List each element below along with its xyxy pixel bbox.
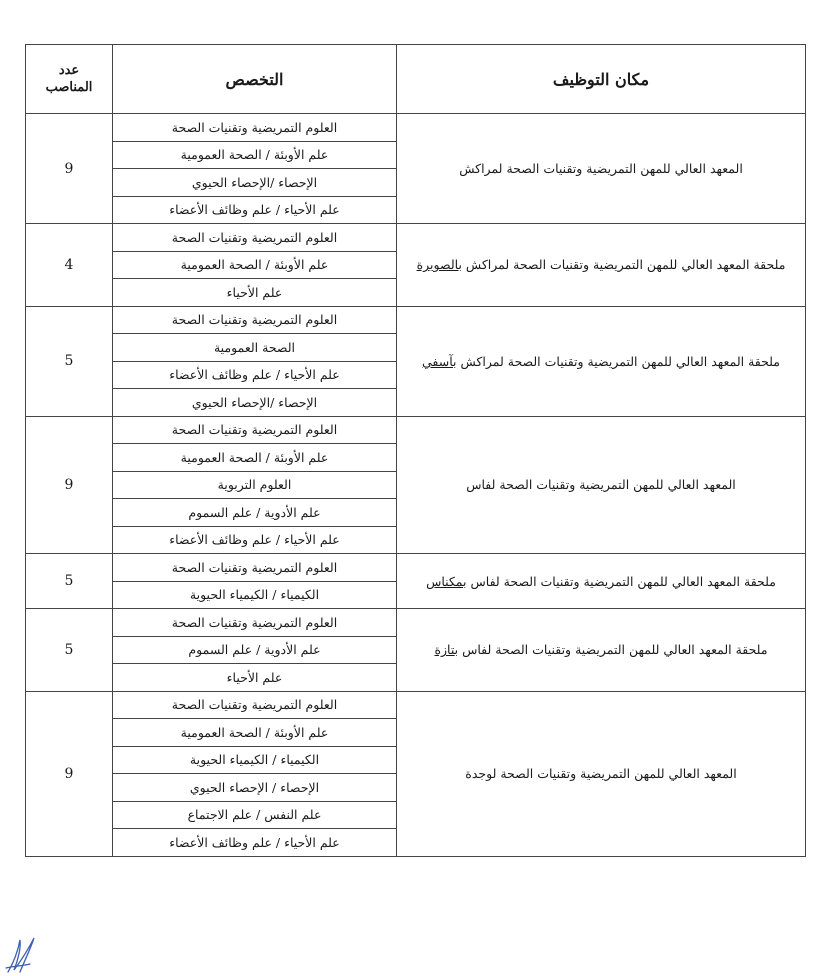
place-name: المعهد العالي للمهن التمريضية وتقنيات الصحة لفاس <box>466 477 736 493</box>
specialty-cell: علم الأحياء <box>113 279 397 307</box>
place-city: مكناس <box>426 573 464 589</box>
place-cell <box>397 691 806 856</box>
place-cell <box>397 416 806 554</box>
specialty-cell: علم الأحياء / علم وظائف الأعضاء <box>113 829 397 857</box>
place-city: الصويرة <box>416 257 459 273</box>
place-city: تازة <box>434 642 455 658</box>
table-row <box>26 306 806 334</box>
specialty-cell: علم الأوبئة / الصحة العمومية <box>113 719 397 747</box>
place-name: ملحقة المعهد العالي للمهن التمريضية وتقنيات الصحة لفاس ب <box>454 642 768 658</box>
place-name: ملحقة المعهد العالي للمهن التمريضية وتقنيات الصحة لمراكش ب <box>458 257 786 273</box>
specialty-cell: علم الأحياء / علم وظائف الأعضاء <box>113 196 397 224</box>
specialty-cell: علم الأدوية / علم السموم <box>113 499 397 527</box>
specialty-cell: علم الأحياء / علم وظائف الأعضاء <box>113 361 397 389</box>
place-name: ملحقة المعهد العالي للمهن التمريضية وتقنيات الصحة لمراكش ب <box>453 353 780 369</box>
specialty-cell: العلوم التمريضية وتقنيات الصحة <box>113 609 397 637</box>
place-cell <box>397 609 806 692</box>
specialty-cell: العلوم التمريضية وتقنيات الصحة <box>113 114 397 142</box>
table-row <box>26 224 806 252</box>
specialty-cell: علم الأحياء / علم وظائف الأعضاء <box>113 526 397 554</box>
place-cell <box>397 306 806 416</box>
header-count-line2: المناصب <box>45 80 93 95</box>
place-name: المعهد العالي للمهن التمريضية وتقنيات الصحة لوجدة <box>465 766 737 781</box>
header-positions-count <box>26 45 113 114</box>
specialty-cell: الإحصاء /الإحصاء الحيوي <box>113 169 397 197</box>
place-name: المعهد العالي للمهن التمريضية وتقنيات الصحة لمراكش <box>459 161 743 176</box>
place-cell <box>397 224 806 307</box>
table-row <box>26 609 806 637</box>
table-body <box>26 114 806 857</box>
positions-count-cell: 5 <box>26 554 113 609</box>
positions-count-cell: 9 <box>26 416 113 554</box>
specialty-cell: علم الأوبئة / الصحة العمومية <box>113 251 397 279</box>
table-row <box>26 691 806 719</box>
header-specialty: التخصص <box>113 45 397 114</box>
positions-count-cell: 9 <box>26 691 113 856</box>
specialty-cell: الإحصاء /الإحصاء الحيوي <box>113 389 397 417</box>
specialty-cell: الصحة العمومية <box>113 334 397 362</box>
specialty-cell: علم الأدوية / علم السموم <box>113 636 397 664</box>
header-row <box>26 45 806 114</box>
table-row <box>26 554 806 582</box>
specialty-cell: الكيمياء / الكيمياء الحيوية <box>113 746 397 774</box>
place-name: ملحقة المعهد العالي للمهن التمريضية وتقنيات الصحة لفاس ب <box>463 573 776 589</box>
positions-count-cell: 4 <box>26 224 113 307</box>
specialty-cell: علم الأوبئة / الصحة العمومية <box>113 444 397 472</box>
specialty-cell: علم النفس / علم الاجتماع <box>113 801 397 829</box>
specialty-cell: علم الأوبئة / الصحة العمومية <box>113 141 397 169</box>
specialty-cell: العلوم التمريضية وتقنيات الصحة <box>113 306 397 334</box>
positions-count-cell: 5 <box>26 306 113 416</box>
specialty-cell: العلوم التمريضية وتقنيات الصحة <box>113 416 397 444</box>
positions-count-cell: 9 <box>26 114 113 224</box>
specialty-cell: العلوم التربوية <box>113 471 397 499</box>
specialty-cell: العلوم التمريضية وتقنيات الصحة <box>113 224 397 252</box>
signature-mark <box>0 932 44 976</box>
specialty-cell: العلوم التمريضية وتقنيات الصحة <box>113 554 397 582</box>
place-city: آسفي <box>422 353 454 369</box>
positions-table <box>25 44 806 857</box>
table-row <box>26 416 806 444</box>
specialty-cell: علم الأحياء <box>113 664 397 692</box>
table-row <box>26 114 806 142</box>
place-cell <box>397 554 806 609</box>
positions-count-cell: 5 <box>26 609 113 692</box>
place-cell <box>397 114 806 224</box>
specialty-cell: الكيمياء / الكيمياء الحيوية <box>113 581 397 609</box>
specialty-cell: الإحصاء / الإحصاء الحيوي <box>113 774 397 802</box>
specialty-cell: العلوم التمريضية وتقنيات الصحة <box>113 691 397 719</box>
header-place: مكان التوظيف <box>397 45 806 114</box>
positions-document <box>25 44 805 857</box>
header-count-line1: عدد <box>58 63 80 78</box>
